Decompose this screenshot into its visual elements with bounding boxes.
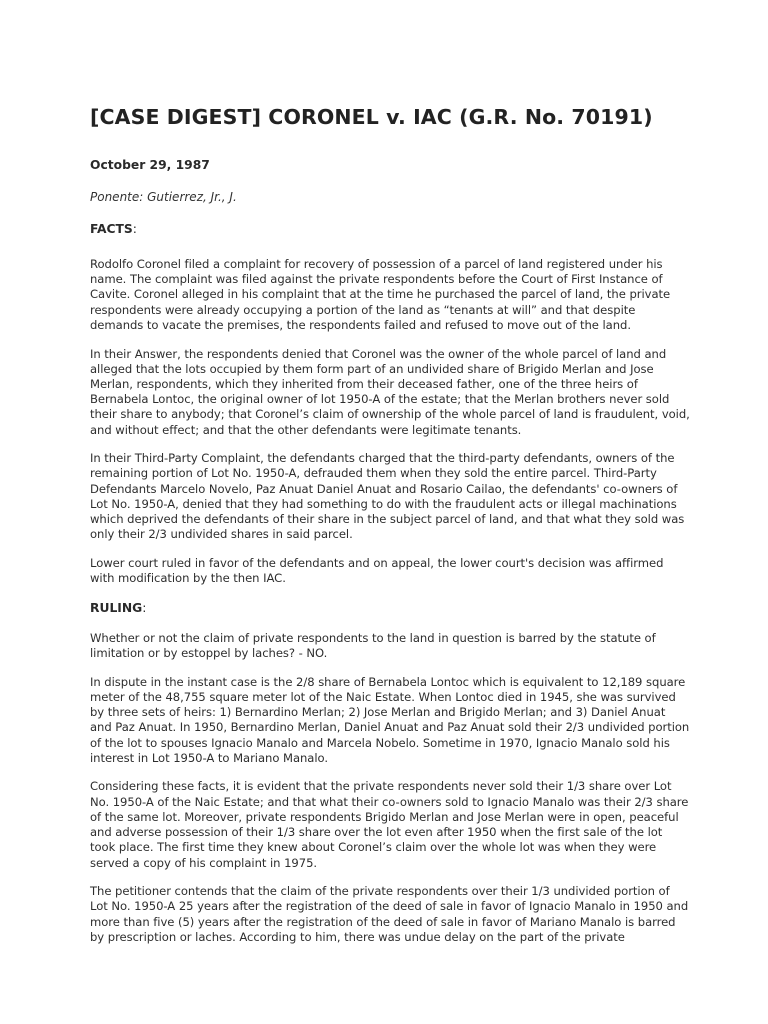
ruling-paragraph-2: In dispute in the instant case is the 2/8 share of Bernabela Lontoc which is equivalent to 12,189 square meter of the 48,755 square meter lot of the Naic Estate. When Lontoc died in 1945, she was survived by three sets of heirs: 1) Bernardino Merlan; 2) Jose Merlan and Brigido Merlan; and 3) Daniel Anuat and Paz Anuat. In 1950, Bernardino Merlan, Daniel Anuat and Paz Anuat sold their 2/3 undivided portion of the lot to spouses Ignacio Manalo and Marcela Nobelo. Sometime in 1970, Ignacio Manalo sold his interest in Lot 1950-A to Mariano Manalo. xyxy=(90,674,690,765)
ruling-heading-label: RULING xyxy=(90,600,143,615)
facts-paragraph-4: Lower court ruled in favor of the defendants and on appeal, the lower court's decision was affirmed with modification by the then IAC. xyxy=(90,555,664,586)
ruling-paragraph-1: Whether or not the claim of private respondents to the land in question is barred by the statute of limitation or by estoppel by laches? - NO. xyxy=(90,630,656,661)
ruling-paragraph-4: The petitioner contends that the claim of the private respondents over their 1/3 undivided portion of Lot No. 1950-A 25 years after the registration of the deed of sale in favor of Ignacio Manalo in 1950 and more than five (5) years after the registration of the deed of sale in favor of Mariano Manalo is barred by prescription or laches. According to him, there was undue delay on the part of the private xyxy=(90,884,689,944)
facts-paragraph-1: Rodolfo Coronel filed a complaint for recovery of possession of a parcel of land registered under his name. The complaint was filed against the private respondents before the Court of First Instance of Cavite. Coronel alleged in his complaint that at the time he purchased the parcel of land, the private respondents were already occupying a portion of the land as “tenants at will” and that despite demands to vacate the premises, the respondents failed and refused to move out of the land. xyxy=(90,257,671,332)
facts-heading xyxy=(90,221,690,237)
ruling-heading-colon: : xyxy=(142,600,147,615)
facts-paragraph-2: In their Answer, the respondents denied that Coronel was the owner of the whole parcel of land and alleged that the lots occupied by them form part of an undivided share of Brigido Merlan and Jose Merlan, respondents, which they inherited from their deceased father, one of the three heirs of Bernabela Lontoc, the original owner of lot 1950-A of the estate; that the Merlan brothers never sold their share to anybody; that Coronel’s claim of ownership of the whole parcel of land is fraudulent, void, and without effect; and that the other defendants were legitimate tenants. xyxy=(90,346,690,437)
decision-date: October 29, 1987 xyxy=(90,158,210,172)
case-title: [CASE DIGEST] CORONEL v. IAC (G.R. No. 70191) xyxy=(90,105,653,129)
facts-paragraph-3: In their Third-Party Complaint, the defendants charged that the third-party defendants, owners of the remaining portion of Lot No. 1950-A, defrauded them when they sold the entire parcel. Third-Party Defendants Marcelo Novelo, Paz Anuat Daniel Anuat and Rosario Cailao, the defendants' co-owners of Lot No. 1950-A, denied that they had something to do with the fraudulent acts or illegal machinations which deprived the defendants of their share in the subject parcel of land, and that what they sold was only their 2/3 undivided shares in said parcel. xyxy=(90,451,685,542)
facts-heading-label: FACTS xyxy=(90,222,133,236)
ponente-line: Ponente: Gutierrez, Jr., J. xyxy=(90,190,237,204)
ruling-heading xyxy=(90,600,690,616)
facts-heading-colon: : xyxy=(132,222,137,236)
ruling-paragraph-3: Considering these facts, it is evident that the private respondents never sold their 1/3 share over Lot No. 1950-A of the Naic Estate; and that what their co-owners sold to Ignacio Manalo was their 2/3 share of the same lot. Moreover, private respondents Brigido Merlan and Jose Merlan were in open, peaceful and adverse possession of their 1/3 share over the lot even after 1950 when the first sale of the lot took place. The first time they knew about Coronel’s claim over the whole lot was when they were served a copy of his complaint in 1975. xyxy=(90,779,689,870)
